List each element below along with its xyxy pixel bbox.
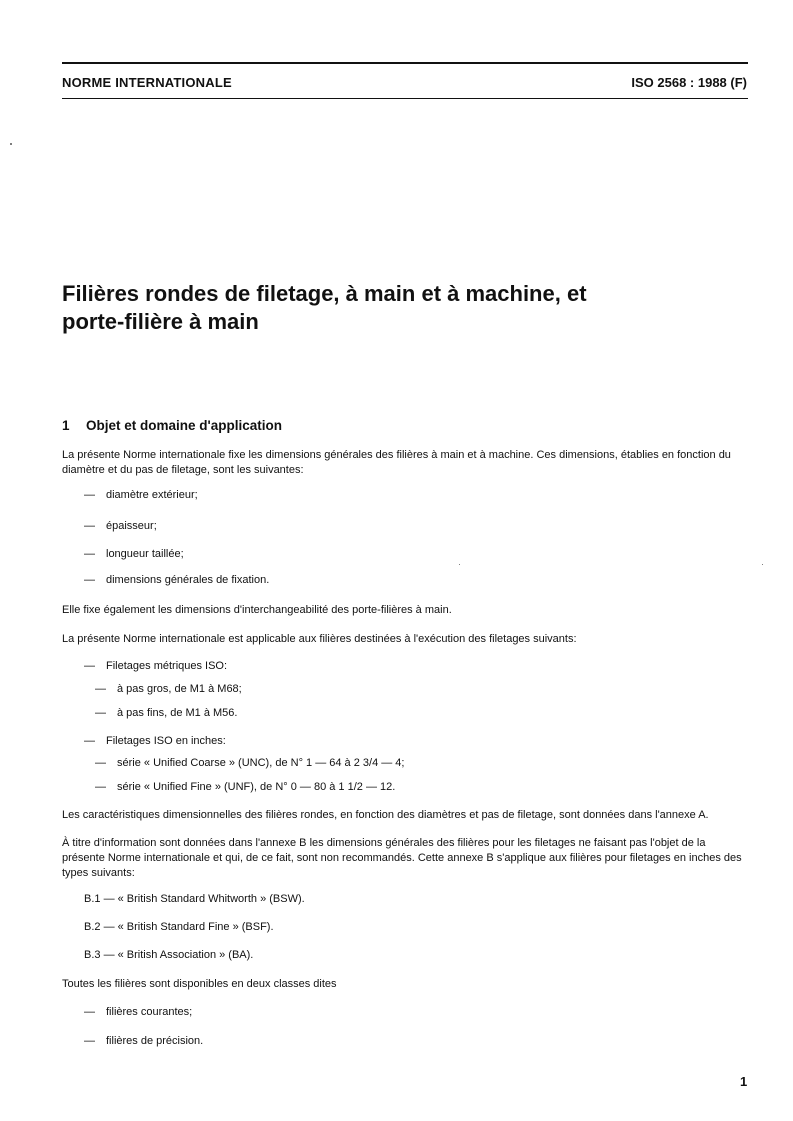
paragraph-applicability: La présente Norme internationale est applicable aux filières destinées à l'exécution des filetages suivants: xyxy=(62,633,577,645)
list-item-text: Filetages ISO en inches: xyxy=(106,735,226,747)
list-item-text: à pas gros, de M1 à M68; xyxy=(117,683,242,695)
paragraph-annex-b: À titre d'information sont données dans l'annexe B les dimensions générales des filières pour les filetages ne faisant pas l'objet de la présente Norme internationale et qui, de ce fait, sont non recommandés. Cette annexe B s'applique aux filières pour filetages en inches des types suivants: xyxy=(62,837,742,879)
list-dash: — xyxy=(84,1006,95,1018)
page-number: 1 xyxy=(740,1074,748,1089)
list-item-text: dimensions générales de fixation. xyxy=(106,574,270,586)
title-line-1: Filières rondes de filetage, à main et à machine, et xyxy=(62,281,587,306)
annex-b-item-text: B.1 — « British Standard Whitworth » (BSW). xyxy=(84,893,305,905)
list-dash: — xyxy=(95,707,106,719)
paragraph-interchangeability: Elle fixe également les dimensions d'interchangeabilité des porte-filières à main. xyxy=(62,604,452,616)
paragraph-annex-a: Les caractéristiques dimensionnelles des filières rondes, en fonction des diamètres et pas de filetage, sont données dans l'annexe A. xyxy=(62,809,709,821)
scan-speck xyxy=(10,143,12,145)
section-number: 1 xyxy=(62,418,70,433)
list-dash: — xyxy=(95,757,106,769)
annex-b-item-text: B.2 — « British Standard Fine » (BSF). xyxy=(84,921,274,933)
list-dash: — xyxy=(84,520,95,532)
title-line-2: porte-filière à main xyxy=(62,309,259,334)
list-dash: — xyxy=(84,735,95,747)
list-item-text: série « Unified Fine » (UNF), de N° 0 — 80 à 1 1/2 — 12. xyxy=(117,781,396,793)
scan-speck xyxy=(762,564,763,565)
list-dash: — xyxy=(84,548,95,560)
list-dash: — xyxy=(84,489,95,501)
paragraph-scope: La présente Norme internationale fixe les dimensions générales des filières à main et à machine. Ces dimensions, établies en fonction du diamètre et du pas de filetage, sont les suivantes: xyxy=(62,449,731,476)
document-type: NORME INTERNATIONALE xyxy=(62,75,232,90)
section-title: Objet et domaine d'application xyxy=(86,418,282,433)
list-item-text: filières courantes; xyxy=(106,1006,193,1018)
list-item-text: filières de précision. xyxy=(106,1035,204,1047)
standard-reference: ISO 2568 : 1988 (F) xyxy=(631,75,747,90)
document-title xyxy=(62,280,752,336)
list-dash: — xyxy=(84,574,95,586)
scan-speck xyxy=(459,564,460,565)
list-dash: — xyxy=(84,660,95,672)
header-rule-bottom xyxy=(62,98,748,99)
list-dash: — xyxy=(95,683,106,695)
header-rule-top xyxy=(62,62,748,64)
list-item-text: série « Unified Coarse » (UNC), de N° 1 — 64 à 2 3/4 — 4; xyxy=(117,757,405,769)
list-dash: — xyxy=(84,1035,95,1047)
paragraph-classes: Toutes les filières sont disponibles en deux classes dites xyxy=(62,978,337,990)
list-item-text: longueur taillée; xyxy=(106,548,184,560)
list-item-text: épaisseur; xyxy=(106,520,157,532)
list-dash: — xyxy=(95,781,106,793)
section-heading xyxy=(62,418,282,433)
list-item-text: à pas fins, de M1 à M56. xyxy=(117,707,238,719)
annex-b-item-text: B.3 — « British Association » (BA). xyxy=(84,949,254,961)
list-item-text: diamètre extérieur; xyxy=(106,489,198,501)
list-item-text: Filetages métriques ISO: xyxy=(106,660,228,672)
